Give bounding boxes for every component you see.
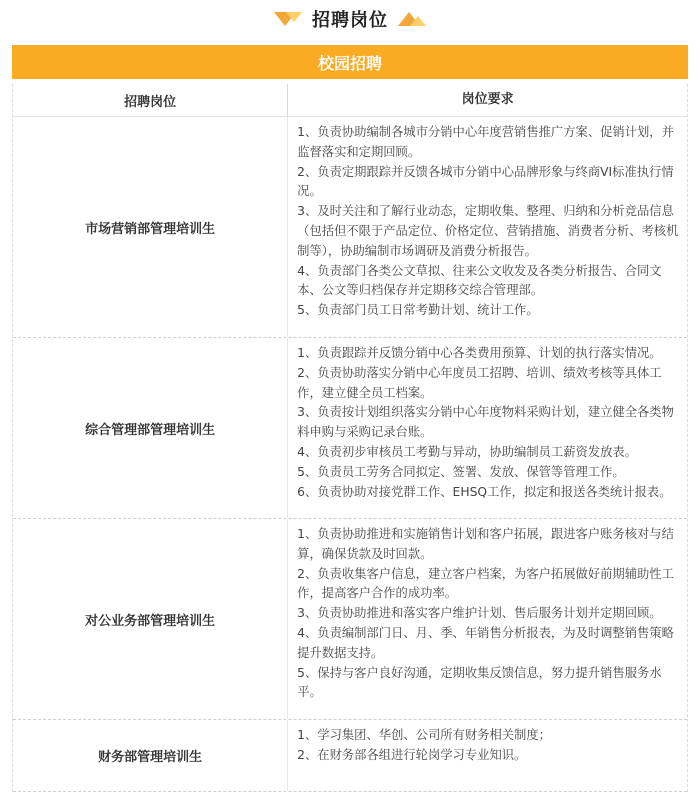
table-row	[13, 338, 687, 519]
requirement-item: 4、负责初步审核员工考勤与异动，协助编制员工薪资发放表。	[297, 444, 638, 459]
table-row	[13, 519, 687, 720]
table-header-row	[13, 84, 687, 117]
positions-table	[12, 84, 688, 792]
requirement-item: 1、学习集团、华创、公司所有财务相关制度；	[297, 728, 551, 742]
requirement-item: 5、保持与客户良好沟通，定期收集反馈信息，努力提升销售服务水平。	[297, 665, 662, 700]
requirement-item: 1、负责协助编制各城市分销中心年度营销售推广方案、促销计划，并监督落实和定期回顾。	[297, 125, 674, 159]
position-name: 市场营销部管理培训生	[13, 117, 288, 337]
section-header	[0, 0, 700, 38]
requirement-item: 5、负责员工劳务合同拟定、签署、发放、保管等管理工作。	[297, 464, 625, 479]
requirements-list	[288, 720, 687, 791]
left-triangles-icon	[274, 12, 302, 26]
position-name: 综合管理部管理培训生	[13, 338, 288, 518]
campus-recruitment-banner: 校园招聘	[12, 45, 688, 79]
right-triangles-icon	[398, 12, 426, 26]
requirement-item: 6、负责协助对接党群工作、EHSQ工作，拟定和报送各类统计报表。	[297, 484, 672, 499]
requirement-item: 2、负责收集客户信息，建立客户档案，为客户拓展做好前期辅助性工作，提高客户合作的成功率。	[297, 566, 674, 601]
requirement-item: 4、负责部门各类公文草拟、往来公文收发及各类分析报告、合同文本、公文等归档保存并定期移交综合管理部。	[297, 263, 662, 298]
requirements-list	[288, 519, 687, 719]
column-header-requirements: 岗位要求	[461, 92, 514, 108]
table-row	[13, 117, 687, 338]
table-row	[13, 720, 687, 792]
requirement-item: 3、及时关注和了解行业动态，定期收集、整理、归纳和分析竞品信息（包括但不限于产品定位、价格定位、营销措施、消费者分析、考核机制等），协助编制市场调研及消费分析报告。	[297, 204, 679, 258]
requirement-item: 2、在财务部各组进行轮岗学习专业知识。	[297, 747, 527, 762]
requirement-item: 1、负责跟踪并反馈分销中心各类费用预算、计划的执行落实情况。	[297, 346, 662, 360]
requirement-item: 4、负责编制部门日、月、季、年销售分析报表，为及时调整销售策略提升数据支持。	[297, 625, 674, 660]
requirement-item: 5、负责部门员工日常考勤计划、统计工作。	[297, 303, 539, 318]
column-header-position: 招聘岗位	[13, 84, 288, 116]
requirement-item: 3、负责按计划组织落实分销中心年度物料采购计划，建立健全各类物料申购与采购记录台账。	[297, 405, 674, 440]
requirement-item: 1、负责协助推进和实施销售计划和客户拓展，跟进客户账务核对与结算，确保货款及时回款。	[297, 527, 674, 561]
section-title: 招聘岗位	[312, 10, 388, 31]
position-name: 财务部管理培训生	[13, 720, 288, 791]
requirements-list	[288, 338, 687, 518]
requirement-item: 2、负责协助落实分销中心年度员工招聘、培训、绩效考核等具体工作，建立健全员工档案。	[297, 365, 662, 400]
requirements-list	[288, 117, 687, 337]
requirement-item: 2、负责定期跟踪并反馈各城市分销中心品牌形象与终商VI标准执行情况。	[297, 164, 674, 199]
requirement-item: 3、负责协助推进和落实客户维护计划、售后服务计划并定期回顾。	[297, 606, 662, 621]
position-name: 对公业务部管理培训生	[13, 519, 288, 719]
